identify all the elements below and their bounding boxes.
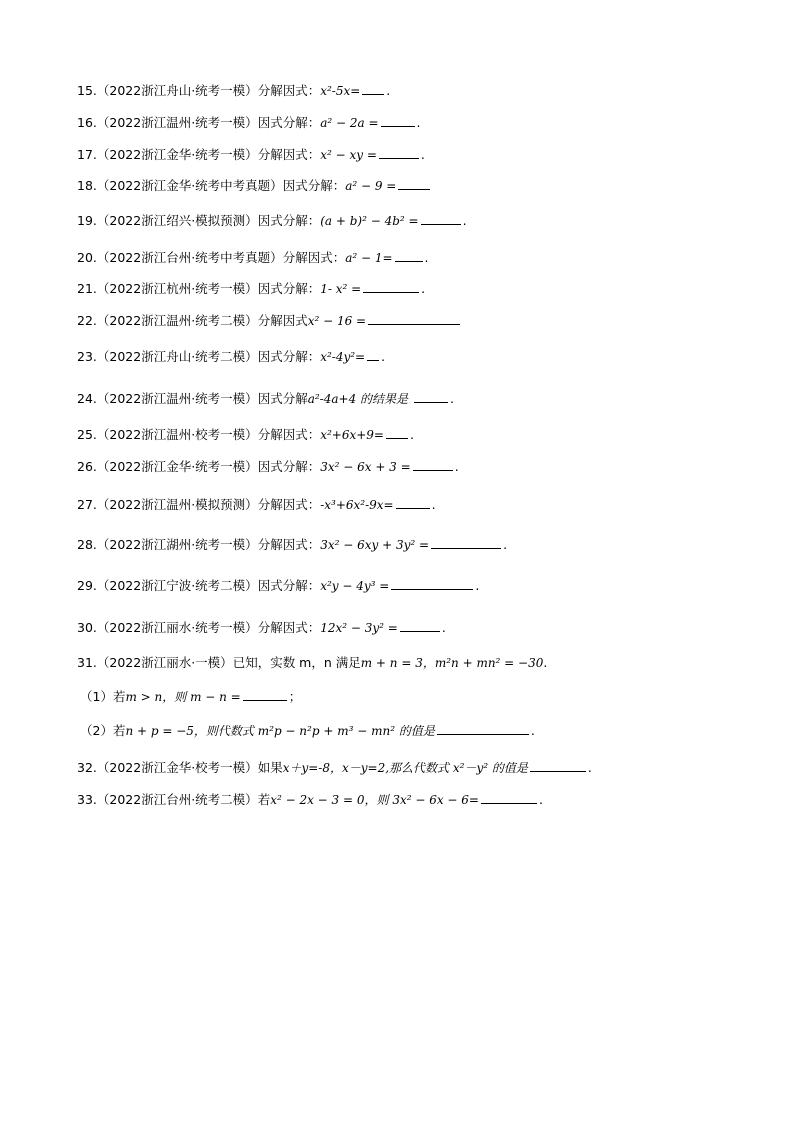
question-source: （2022浙江绍兴·模拟预测） [96,213,258,228]
question-tail: . [503,537,508,552]
question-number: 19. [77,213,97,228]
question-number: 17. [77,147,97,162]
question-source: （2022浙江湖州·统考一模） [96,537,258,552]
question-expression: x² − xy = [320,148,377,162]
question-tail: . [454,459,459,474]
question-tail: . [450,391,455,406]
answer-blank[interactable] [530,759,586,772]
question-source: （2022浙江金华·统考一模） [96,147,258,162]
question-expression: n + p = −5，则代数式 m²p − n²p + m³ − mn² 的值是 [125,724,435,738]
question-tail: . [530,723,535,738]
question-expression: m > n，则 m − n = [125,690,241,704]
question-30 [77,619,446,637]
question-22 [77,312,462,330]
question-number: 28. [77,537,97,552]
answer-blank[interactable] [379,146,419,159]
question-33 [77,791,543,809]
question-17 [77,146,425,164]
question-source: （2022浙江杭州·统考一模） [96,281,258,296]
question-21 [77,280,425,298]
question-text: 分解因式： [257,147,321,162]
question-number: 21. [77,281,97,296]
question-tail: . [431,497,436,512]
question-expression: x²-4y²= [320,350,366,364]
question-number: 20. [77,250,97,265]
question-31-part-2 [80,722,535,740]
answer-blank[interactable] [391,577,473,590]
question-number: 23. [77,349,97,364]
answer-blank[interactable] [398,177,430,190]
question-tail: . [409,427,414,442]
question-expression: a² − 1= [345,251,393,265]
answer-blank[interactable] [367,348,379,361]
question-source: （2022浙江舟山·统考二模） [96,349,258,364]
question-source: （2022浙江金华·统考中考真题） [96,178,283,193]
question-tail: ； [288,689,302,704]
question-number: 32. [77,760,97,775]
question-expression: a²-4a+4 的结果是 [307,392,409,406]
answer-blank[interactable] [431,536,501,549]
answer-blank[interactable] [395,249,423,262]
question-expression: a² − 9 = [345,179,397,193]
question-18 [77,177,432,195]
question-32 [77,759,592,777]
question-15 [77,82,390,100]
question-number: 24. [77,391,97,406]
question-source: （2022浙江丽水·一模） [96,655,233,670]
answer-blank[interactable] [381,114,415,127]
question-number: 27. [77,497,97,512]
answer-blank[interactable] [243,688,287,701]
question-source: （2022浙江温州·统考一模） [96,115,258,130]
question-source: （2022浙江台州·统考中考真题） [96,250,283,265]
question-text: 因式分解 [257,391,308,406]
question-number: 18. [77,178,97,193]
question-number: 22. [77,313,97,328]
question-text: 如果 [257,760,283,775]
question-text: 分解因式： [257,537,321,552]
question-expression: x＋y=-8，x－y=2,那么代数式 x²－y² 的值是 [282,761,528,775]
answer-blank[interactable] [481,791,537,804]
question-number: 16. [77,115,97,130]
question-expression: 3x² − 6x + 3 = [320,460,411,474]
answer-blank[interactable] [368,312,460,325]
question-source: （2022浙江宁波·统考二模） [96,578,258,593]
question-source: （2022浙江温州·统考二模） [96,313,258,328]
question-31 [77,654,547,672]
question-text: 因式分解： [257,349,321,364]
question-tail: . [381,349,386,364]
answer-blank[interactable] [413,458,453,471]
question-text: 分解因式： [257,620,321,635]
question-tail: . [587,760,592,775]
question-expression: -x³+6x²-9x= [320,498,394,512]
question-expression: m + n = 3，m²n + mn² = −30 [360,656,544,670]
question-expression: x²y − 4y³ = [320,579,390,593]
question-tail: . [441,620,446,635]
question-26 [77,458,459,476]
answer-blank[interactable] [437,722,529,735]
question-source: （2022浙江温州·统考一模） [96,391,258,406]
question-number: （1） [80,689,113,704]
question-text: 分解因式： [282,250,346,265]
question-31-part-1 [80,688,301,706]
question-text: 若 [112,689,126,704]
question-16 [77,114,421,132]
question-expression: 12x² − 3y² = [320,621,398,635]
question-number: 33. [77,792,97,807]
question-tail: . [421,281,426,296]
question-25 [77,426,414,444]
question-tail: . [539,792,543,807]
question-text: 分解因式： [257,427,321,442]
question-text: 因式分解： [257,281,321,296]
question-text: 若 [112,723,126,738]
question-source: （2022浙江舟山·统考一模） [96,83,258,98]
question-number: （2） [80,723,113,738]
question-tail: . [475,578,480,593]
answer-blank[interactable] [414,390,448,403]
question-28 [77,536,507,554]
answer-blank[interactable] [363,280,419,293]
question-29 [77,577,479,595]
question-number: 15. [77,83,97,98]
question-24 [77,390,454,408]
answer-blank[interactable] [400,619,440,632]
question-source: （2022浙江温州·模拟预测） [96,497,258,512]
question-number: 31. [77,655,97,670]
question-expression: (a + b)² − 4b² = [320,214,419,228]
question-source: （2022浙江金华·统考一模） [96,459,258,474]
question-tail: . [420,147,425,162]
question-text: 已知，实数 m，n 满足 [232,655,361,670]
answer-blank[interactable] [386,426,408,439]
question-text: 分解因式： [257,83,321,98]
question-tail: . [424,250,429,265]
question-expression: a² − 2a = [320,116,379,130]
question-source: （2022浙江温州·校考一模） [96,427,258,442]
question-expression: x² − 2x − 3 = 0，则 3x² − 6x − 6= [270,793,479,807]
answer-blank[interactable] [421,212,461,225]
question-source: （2022浙江金华·校考一模） [96,760,258,775]
question-20 [77,249,429,267]
question-source: （2022浙江丽水·统考一模） [96,620,258,635]
question-number: 30. [77,620,97,635]
answer-blank[interactable] [362,82,384,95]
question-27 [77,496,436,514]
question-tail: . [386,83,391,98]
question-expression: x²+6x+9= [320,428,384,442]
question-text: 因式分解： [282,178,346,193]
question-text: 因式分解： [257,578,321,593]
question-number: 29. [77,578,97,593]
question-19 [77,212,467,230]
question-tail: . [416,115,421,130]
question-text: 分解因式 [257,313,308,328]
question-text: 因式分解： [257,213,321,228]
question-tail: . [462,213,467,228]
question-expression: 1- x² = [320,282,362,296]
question-number: 25. [77,427,97,442]
answer-blank[interactable] [396,496,430,509]
question-text: 因式分解： [257,459,321,474]
question-expression: 3x² − 6xy + 3y² = [320,538,430,552]
question-text: 分解因式： [257,497,321,512]
question-expression: x² − 16 = [307,314,367,328]
question-tail: . [543,655,548,670]
question-number: 26. [77,459,97,474]
question-source: （2022浙江台州·统考二模） [96,792,258,807]
question-expression: x²-5x= [320,84,361,98]
question-text: 若 [257,792,271,807]
question-text: 因式分解： [257,115,321,130]
question-23 [77,348,385,366]
